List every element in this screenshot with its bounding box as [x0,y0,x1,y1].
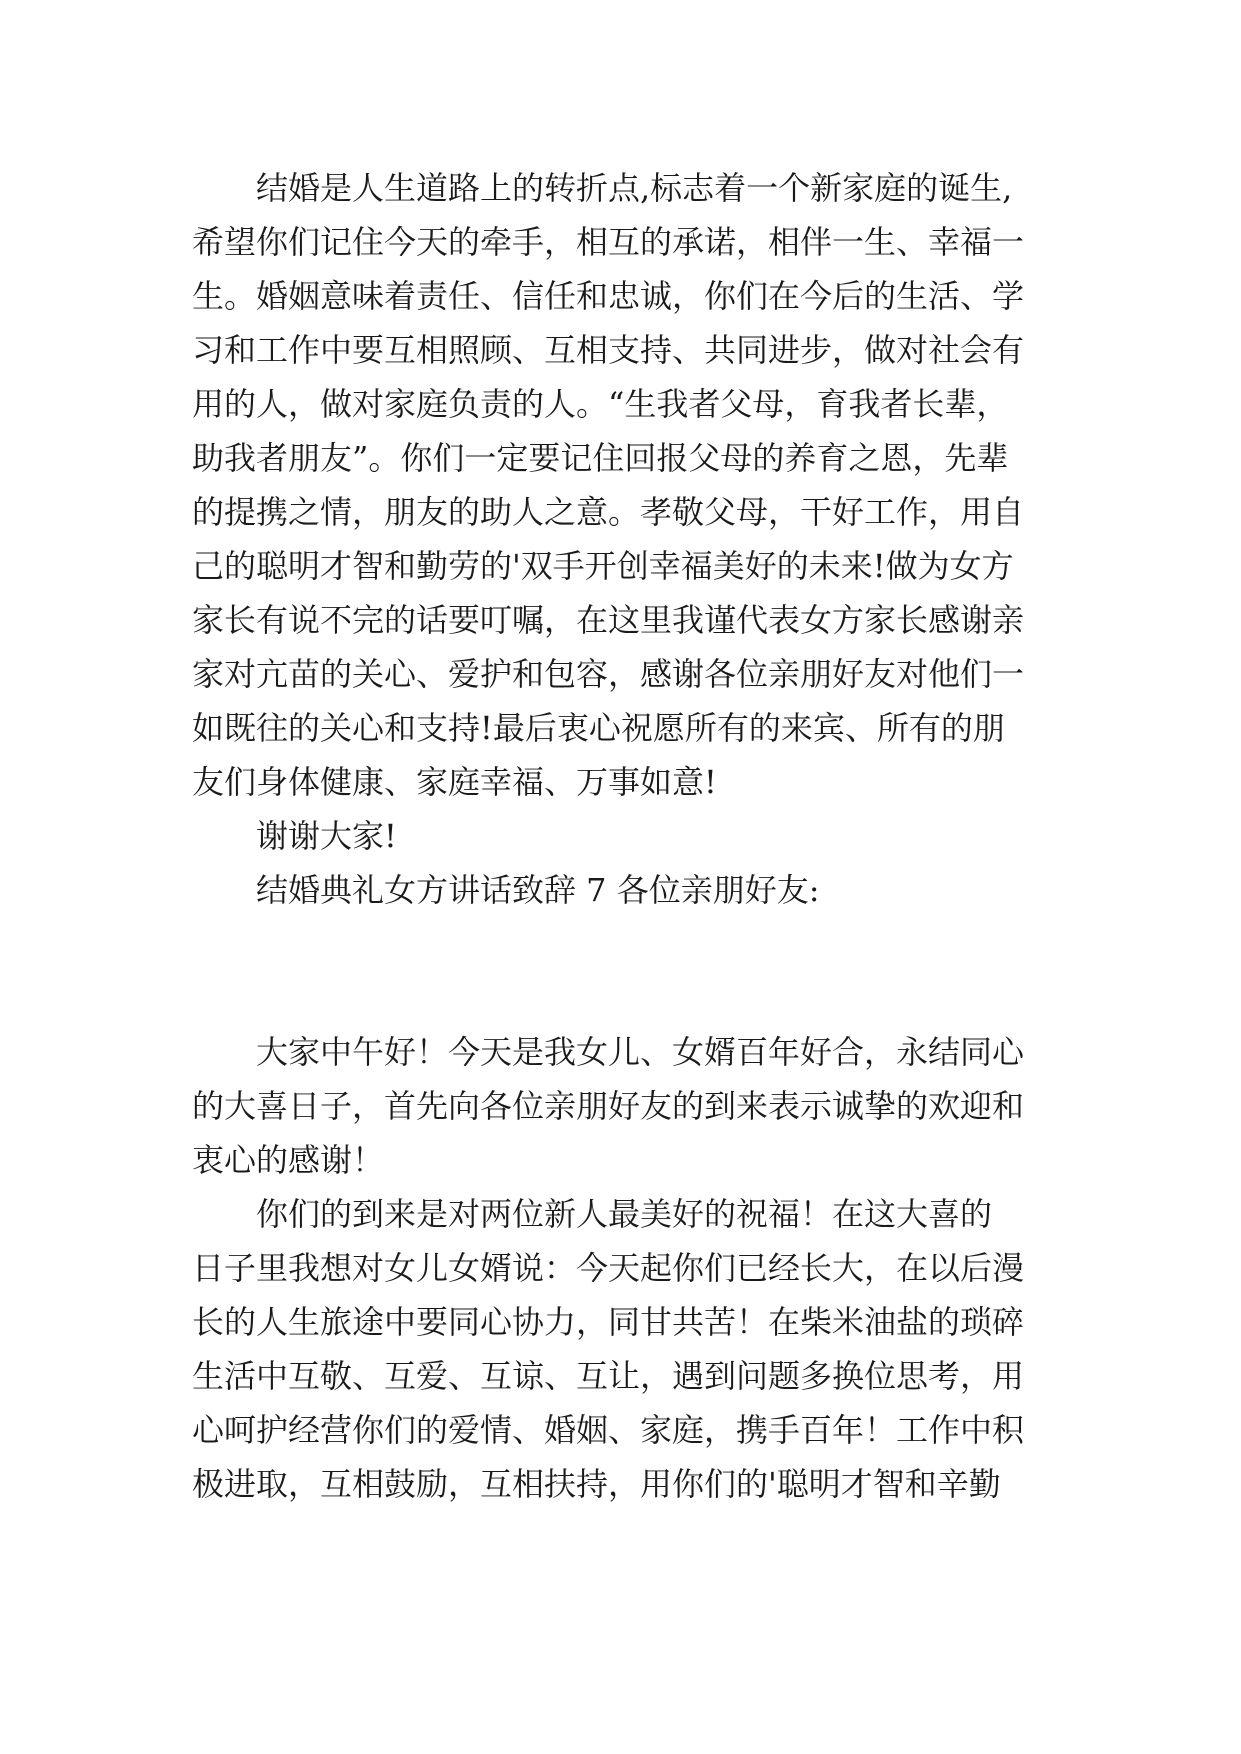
paragraph-line: 家长有说不完的话要叮嘱，在这里我谨代表女方家长感谢亲 [192,601,1025,639]
paragraph-line: 结婚是人生道路上的转折点,标志着一个新家庭的诞生, [256,169,1013,207]
paragraph-line: 生活中互敬、互爱、互谅、互让，遇到问题多换位思考，用 [192,1357,1025,1395]
paragraph-line: 的提携之情，朋友的助人之意。孝敬父母，干好工作，用自 [192,493,1025,531]
paragraph-line: 日子里我想对女儿女婿说：今天起你们已经长大，在以后漫 [192,1249,1025,1287]
paragraph-line: 衷心的感谢！ [192,1141,385,1179]
paragraph-line: 家对亢苗的关心、爱护和包容，感谢各位亲朋好友对他们一 [192,655,1025,693]
paragraph-line: 的大喜日子，首先向各位亲朋好友的到来表示诚挚的欢迎和 [192,1087,1025,1125]
paragraph-line: 极进取，互相鼓励，互相扶持，用你们的'聪明才智和辛勤 [192,1465,1001,1503]
paragraph-line: 己的聪明才智和勤劳的'双手开创幸福美好的未来!做为女方 [192,547,1014,585]
paragraph-line: 生。婚姻意味着责任、信任和忠诚，你们在今后的生活、学 [192,277,1025,315]
paragraph-line: 你们的到来是对两位新人最美好的祝福！在这大喜的 [256,1195,993,1233]
paragraph-line: 长的人生旅途中要同心协力，同甘共苦！在柴米油盐的琐碎 [192,1303,1025,1341]
paragraph-line: 用的人，做对家庭负责的人。“生我者父母，育我者长辈， [192,385,1009,423]
paragraph-line: 如既往的关心和支持!最后衷心祝愿所有的来宾、所有的朋 [192,709,1005,747]
paragraph-line: 习和工作中要互相照顾、互相支持、共同进步，做对社会有 [192,331,1025,369]
paragraph-line: 大家中午好！今天是我女儿、女婿百年好合，永结同心 [256,1033,1025,1071]
paragraph-line: 助我者朋友”。你们一定要记住回报父母的养育之恩，先辈 [192,439,1009,477]
paragraph-line: 结婚典礼女方讲话致辞 7 各位亲朋好友: [256,871,820,909]
paragraph-line: 友们身体健康、家庭幸福、万事如意! [192,763,717,801]
paragraph-line: 谢谢大家! [256,817,397,855]
paragraph-line: 希望你们记住今天的牵手，相互的承诺，相伴一生、幸福一 [192,223,1025,261]
paragraph-line: 心呵护经营你们的爱情、婚姻、家庭，携手百年！工作中积 [192,1411,1025,1449]
